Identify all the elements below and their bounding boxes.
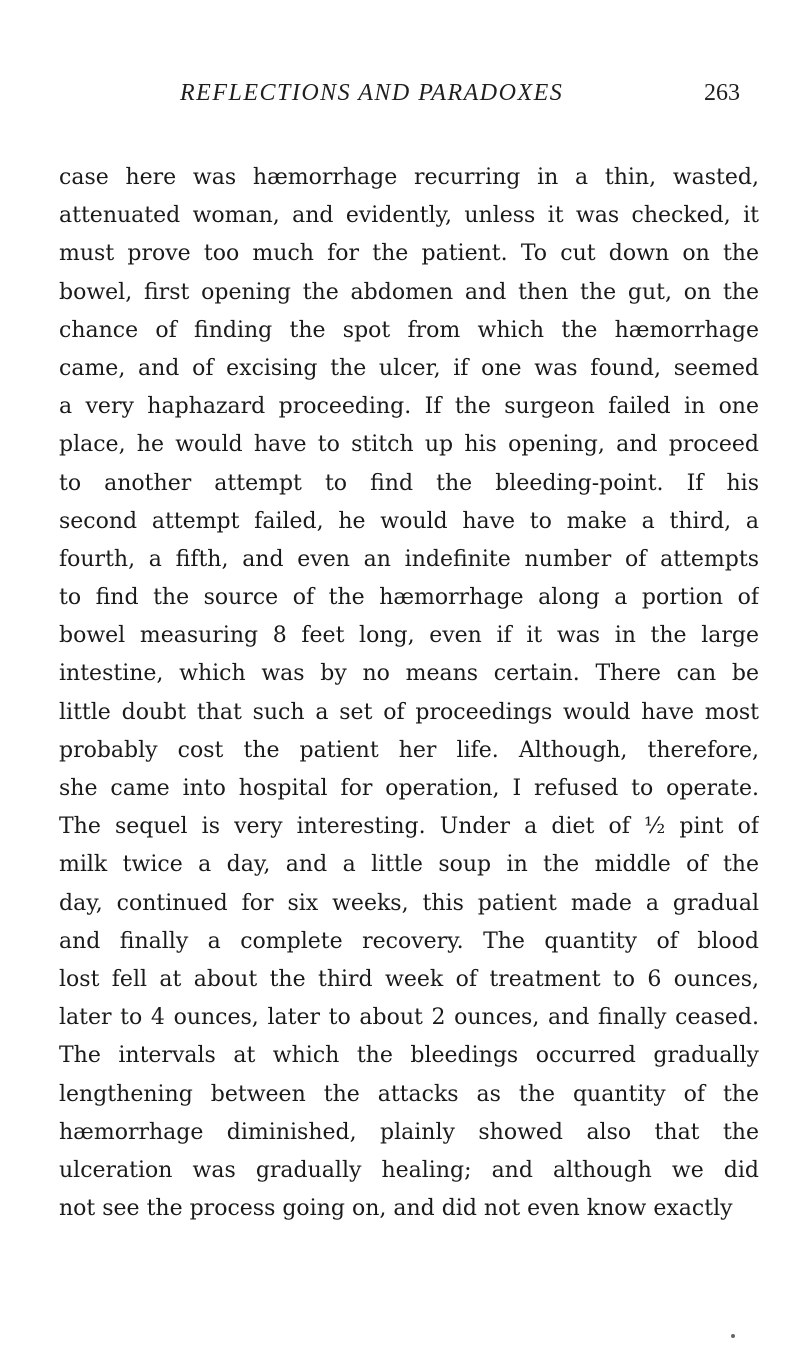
text-line: The sequel is very interesting. Under a diet of ½ pint of [59,814,759,840]
text-line: ulceration was gradually healing; and although we did [59,1157,759,1183]
text-line: and finally a complete recovery. The quantity of blood [59,928,759,954]
text-line: not see the process going on, and did not even know exactly [59,1196,733,1222]
body-text [59,159,759,1228]
text-line: lost fell at about the third week of treatment to 6 ounces, [59,966,759,992]
text-line: attenuated woman, and evidently, unless it was checked, it [59,203,759,229]
page-number: 263 [704,80,740,106]
print-speck [731,1334,735,1338]
text-line: to find the source of the hæmorrhage along a portion of [59,585,759,611]
text-line: fourth, a fifth, and even an indefinite number of attempts [59,546,759,572]
text-line: little doubt that such a set of proceedings would have most [59,699,759,725]
text-line: lengthening between the attacks as the quantity of the [59,1081,759,1107]
text-line: milk twice a day, and a little soup in the middle of the [59,852,759,878]
text-line: later to 4 ounces, later to about 2 ounces, and finally ceased. [59,1005,759,1031]
text-line: chance of finding the spot from which the hæmorrhage [59,317,759,343]
text-line: bowel, first opening the abdomen and then the gut, on the [59,279,759,305]
text-line: probably cost the patient her life. Although, therefore, [59,737,759,763]
text-line: place, he would have to stitch up his opening, and proceed [59,432,759,458]
text-line: The intervals at which the bleedings occurred gradually [59,1043,759,1069]
text-line: a very haphazard proceeding. If the surgeon failed in one [59,394,759,420]
text-line: to another attempt to find the bleeding-point. If his [59,470,759,496]
text-line: she came into hospital for operation, I refused to operate. [59,776,759,801]
running-title: REFLECTIONS AND PARADOXES [180,80,564,106]
text-line: case here was hæmorrhage recurring in a thin, wasted, [59,165,759,190]
text-line: hæmorrhage diminished, plainly showed also that the [59,1119,759,1145]
text-line: second attempt failed, he would have to make a third, a [59,508,759,534]
text-line: intestine, which was by no means certain. There can be [59,661,759,687]
text-line: day, continued for six weeks, this patient made a gradual [59,890,759,916]
text-line: must prove too much for the patient. To cut down on the [59,241,759,267]
text-line: came, and of excising the ulcer, if one was found, seemed [59,355,759,381]
text-line: bowel measuring 8 feet long, even if it was in the large [59,623,759,649]
